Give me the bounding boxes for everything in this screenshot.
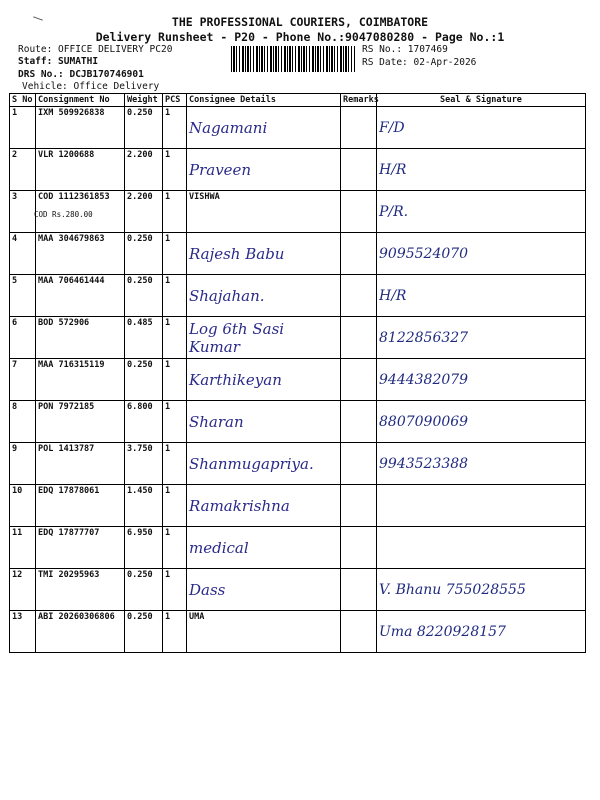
staff-label: Staff: SUMATHI xyxy=(18,56,99,67)
consignee-details xyxy=(187,191,341,233)
signature xyxy=(377,149,586,191)
handwritten-name: Log 6th Sasi Kumar xyxy=(189,319,285,356)
handwritten-name: Ramakrishna xyxy=(189,496,290,515)
serial-number: 4 xyxy=(10,233,36,275)
table-header xyxy=(10,94,586,107)
remarks xyxy=(341,359,377,401)
col-remarks: Remarks xyxy=(341,94,377,107)
handwritten-signature: P/R. xyxy=(379,203,409,220)
remarks xyxy=(341,401,377,443)
pieces: 1 xyxy=(163,317,187,359)
consignment-number xyxy=(36,317,125,359)
signature xyxy=(377,191,586,233)
consignee-details xyxy=(187,569,341,611)
weight: 0.250 xyxy=(125,569,163,611)
consignee-details xyxy=(187,107,341,149)
remarks xyxy=(341,107,377,149)
col-pcs: PCS xyxy=(163,94,187,107)
vehicle-label: Vehicle: Office Delivery xyxy=(22,81,160,92)
consignment-id: POL 1413787 xyxy=(38,444,95,454)
rs-date: RS Date: 02-Apr-2026 xyxy=(362,57,477,68)
remarks xyxy=(341,233,377,275)
col-sno: S No xyxy=(10,94,36,107)
consignment-id: EDQ 17878061 xyxy=(38,486,100,496)
handwritten-signature: 9444382079 xyxy=(379,371,469,388)
consignment-number xyxy=(36,611,125,653)
handwritten-signature: V. Bhanu 755028555 xyxy=(379,581,526,598)
signature xyxy=(377,359,586,401)
table-row xyxy=(10,233,586,275)
handwritten-signature: H/R xyxy=(379,287,407,304)
table-row xyxy=(10,443,586,485)
consignee-details xyxy=(187,401,341,443)
weight: 0.250 xyxy=(125,107,163,149)
consignee-details xyxy=(187,527,341,569)
consignee-name: VISHWA xyxy=(189,192,220,202)
weight: 0.250 xyxy=(125,359,163,401)
consignment-number xyxy=(36,485,125,527)
consignee-details xyxy=(187,359,341,401)
pieces: 1 xyxy=(163,149,187,191)
table-row xyxy=(10,485,586,527)
handwritten-name: Rajesh Babu xyxy=(189,244,285,263)
consignment-number xyxy=(36,107,125,149)
signature xyxy=(377,485,586,527)
remarks xyxy=(341,275,377,317)
consignee-details xyxy=(187,611,341,653)
handwritten-name: medical xyxy=(189,538,249,557)
handwritten-name: Sharan xyxy=(189,412,244,431)
table-row xyxy=(10,107,586,149)
serial-number: 1 xyxy=(10,107,36,149)
handwritten-name: Shanmugapriya. xyxy=(189,454,314,473)
signature xyxy=(377,233,586,275)
pieces: 1 xyxy=(163,275,187,317)
handwritten-name: Karthikeyan xyxy=(189,370,282,389)
col-weight: Weight xyxy=(125,94,163,107)
weight: 1.450 xyxy=(125,485,163,527)
consignee-details xyxy=(187,233,341,275)
signature xyxy=(377,527,586,569)
serial-number: 5 xyxy=(10,275,36,317)
runsheet-table xyxy=(9,93,586,653)
weight: 3.750 xyxy=(125,443,163,485)
consignee-details xyxy=(187,443,341,485)
serial-number: 13 xyxy=(10,611,36,653)
signature xyxy=(377,107,586,149)
consignment-id: BOD 572906 xyxy=(38,318,90,328)
company-title: THE PROFESSIONAL COURIERS, COIMBATORE xyxy=(171,15,429,29)
table-row xyxy=(10,191,586,233)
signature xyxy=(377,611,586,653)
signature xyxy=(377,569,586,611)
handwritten-signature: 8122856327 xyxy=(379,329,469,346)
pieces: 1 xyxy=(163,569,187,611)
consignee-details xyxy=(187,317,341,359)
col-signature: Seal & Signature xyxy=(377,94,586,107)
consignment-id: EDQ 17877707 xyxy=(38,528,100,538)
weight: 0.250 xyxy=(125,611,163,653)
consignee-details xyxy=(187,485,341,527)
serial-number: 12 xyxy=(10,569,36,611)
consignment-number xyxy=(36,191,125,233)
consignment-id: COD 1112361853 xyxy=(38,192,110,202)
weight: 0.250 xyxy=(125,275,163,317)
pieces: 1 xyxy=(163,401,187,443)
serial-number: 11 xyxy=(10,527,36,569)
consignment-number xyxy=(36,149,125,191)
serial-number: 8 xyxy=(10,401,36,443)
remarks xyxy=(341,485,377,527)
drs-label: DRS No.: DCJB170746901 xyxy=(18,69,144,80)
table-row xyxy=(10,359,586,401)
consignment-number xyxy=(36,443,125,485)
pieces: 1 xyxy=(163,233,187,275)
table-row xyxy=(10,275,586,317)
barcode xyxy=(231,46,355,72)
consignment-id: IXM 509926838 xyxy=(38,108,105,118)
pieces: 1 xyxy=(163,191,187,233)
pieces: 1 xyxy=(163,611,187,653)
handwritten-signature: H/R xyxy=(379,161,407,178)
handwritten-name: Dass xyxy=(189,580,226,599)
rs-number: RS No.: 1707469 xyxy=(362,44,448,55)
pieces: 1 xyxy=(163,527,187,569)
signature xyxy=(377,275,586,317)
remarks xyxy=(341,527,377,569)
handwritten-signature: 9943523388 xyxy=(379,455,469,472)
cod-amount: COD Rs.280.00 xyxy=(34,210,93,219)
handwritten-signature: 8807090069 xyxy=(379,413,469,430)
table-row xyxy=(10,401,586,443)
consignment-id: MAA 706461444 xyxy=(38,276,105,286)
consignee-name: UMA xyxy=(189,612,205,622)
weight: 6.950 xyxy=(125,527,163,569)
consignment-id: MAA 716315119 xyxy=(38,360,105,370)
remarks xyxy=(341,611,377,653)
pieces: 1 xyxy=(163,359,187,401)
pieces: 1 xyxy=(163,485,187,527)
consignment-number xyxy=(36,401,125,443)
weight: 0.250 xyxy=(125,233,163,275)
consignee-details xyxy=(187,149,341,191)
serial-number: 3 xyxy=(10,191,36,233)
table-row xyxy=(10,527,586,569)
runsheet-subtitle: Delivery Runsheet - P20 - Phone No.:9047080280 - Page No.:1 xyxy=(95,30,505,44)
consignment-id: PON 7972185 xyxy=(38,402,95,412)
serial-number: 7 xyxy=(10,359,36,401)
route-label: Route: OFFICE DELIVERY PC20 xyxy=(18,44,173,55)
remarks xyxy=(341,443,377,485)
consignment-number xyxy=(36,275,125,317)
consignment-id: ABI 20260306806 xyxy=(38,612,115,622)
consignment-number xyxy=(36,233,125,275)
handwritten-name: Praveen xyxy=(189,160,252,179)
pieces: 1 xyxy=(163,443,187,485)
table-row xyxy=(10,569,586,611)
serial-number: 9 xyxy=(10,443,36,485)
consignment-id: VLR 1200688 xyxy=(38,150,95,160)
table-row xyxy=(10,149,586,191)
serial-number: 6 xyxy=(10,317,36,359)
handwritten-signature: Uma 8220928157 xyxy=(379,623,506,640)
consignment-id: MAA 304679863 xyxy=(38,234,105,244)
remarks xyxy=(341,149,377,191)
weight: 6.800 xyxy=(125,401,163,443)
signature xyxy=(377,401,586,443)
consignee-details xyxy=(187,275,341,317)
remarks xyxy=(341,191,377,233)
col-consignee: Consignee Details xyxy=(187,94,341,107)
weight: 2.200 xyxy=(125,191,163,233)
remarks xyxy=(341,317,377,359)
serial-number: 10 xyxy=(10,485,36,527)
signature xyxy=(377,443,586,485)
col-consignment: Consignment No xyxy=(36,94,125,107)
serial-number: 2 xyxy=(10,149,36,191)
weight: 0.485 xyxy=(125,317,163,359)
signature xyxy=(377,317,586,359)
table-row xyxy=(10,317,586,359)
handwritten-signature: F/D xyxy=(379,119,405,136)
table-row xyxy=(10,611,586,653)
handwritten-name: Nagamani xyxy=(189,118,268,137)
weight: 2.200 xyxy=(125,149,163,191)
consignment-number xyxy=(36,569,125,611)
consignment-number xyxy=(36,527,125,569)
consignment-number xyxy=(36,359,125,401)
handwritten-signature: 9095524070 xyxy=(379,245,469,262)
handwritten-name: Shajahan. xyxy=(189,286,265,305)
remarks xyxy=(341,569,377,611)
consignment-id: TMI 20295963 xyxy=(38,570,100,580)
pieces: 1 xyxy=(163,107,187,149)
